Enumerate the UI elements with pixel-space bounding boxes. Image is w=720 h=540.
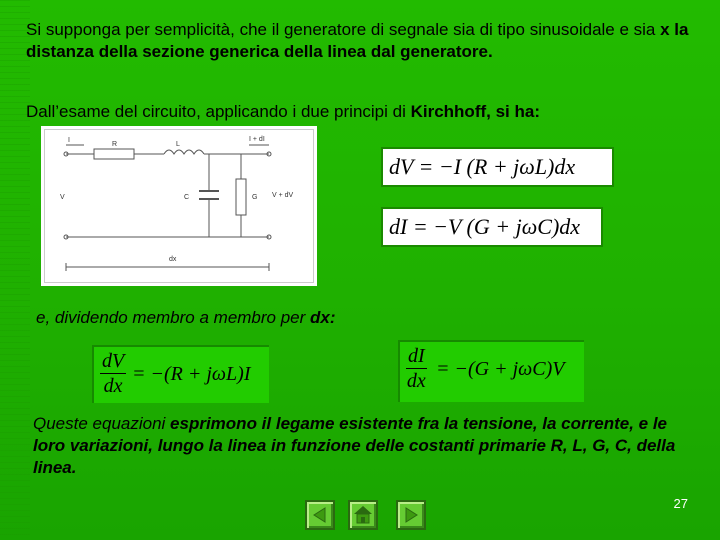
triangle-left-icon (310, 505, 330, 525)
intro-text-bold: x la distanza della sezione generica della linea dal generatore. (26, 20, 689, 61)
label-c: C (184, 194, 190, 201)
inductor-l (164, 150, 204, 154)
conductance-g (236, 179, 246, 215)
conclusion-text-bold: esprimono il legame esistente fra la tensione, la corrente, e le loro variazioni, lungo la linea in funzione delle costanti primarie R, L, G, C, della linea. (33, 414, 676, 477)
circuit-svg (44, 129, 314, 283)
resistor-r (94, 149, 134, 159)
page-number: 27 (673, 496, 688, 511)
label-v: V (60, 194, 65, 201)
equation-dv-text: dV = −I (R + jωL)dx (389, 154, 576, 179)
label-g: G (252, 194, 258, 201)
fraction-di-dx (406, 344, 427, 393)
equation-dv-dx (92, 345, 269, 403)
kirchhoff-text-normal: Dall’esame del circuito, applicando i due principi di (26, 102, 411, 121)
next-slide-button[interactable] (396, 500, 426, 530)
home-icon (352, 504, 374, 526)
circuit-diagram (41, 126, 317, 286)
conclusion-text-normal: Queste equazioni (33, 414, 171, 433)
equation-di (381, 207, 603, 247)
label-r: R (112, 141, 118, 148)
equation-di-dx (398, 340, 584, 402)
label-i: I (68, 137, 70, 144)
triangle-right-icon (401, 505, 421, 525)
equation-rhs: = −(G + jωC)V (436, 358, 565, 380)
paragraph-kirchhoff (26, 101, 706, 123)
fraction-numerator: dI (408, 345, 425, 367)
equation-rhs: = −(R + jωL)I (132, 363, 251, 385)
fraction-numerator: dV (102, 350, 125, 372)
home-button[interactable] (348, 500, 378, 530)
dividing-text-normal: e, dividendo membro a membro per (36, 308, 311, 327)
equation-di-text: dI = −V (G + jωC)dx (389, 214, 581, 239)
kirchhoff-text-bold: Kirchhoff, si ha: (410, 102, 540, 121)
previous-slide-button[interactable] (305, 500, 335, 530)
fraction-denominator: dx (406, 370, 426, 392)
equation-dv (381, 147, 614, 187)
dividing-text-bold: dx: (310, 308, 336, 327)
fraction-denominator: dx (103, 375, 123, 397)
label-i-plus-di: I + dI (249, 136, 265, 143)
label-dx: dx (169, 256, 177, 263)
intro-text-normal: Si supponga per semplicità, che il generatore di segnale sia di tipo sinusoidale e sia (26, 20, 661, 39)
left-stripe-decoration (0, 0, 30, 540)
label-l: L (176, 141, 180, 148)
fraction-dv-dx (100, 349, 126, 398)
paragraph-intro (26, 19, 706, 63)
label-v-plus-dv: V + dV (272, 192, 294, 199)
paragraph-conclusion (33, 413, 693, 479)
paragraph-dividing (36, 307, 336, 329)
